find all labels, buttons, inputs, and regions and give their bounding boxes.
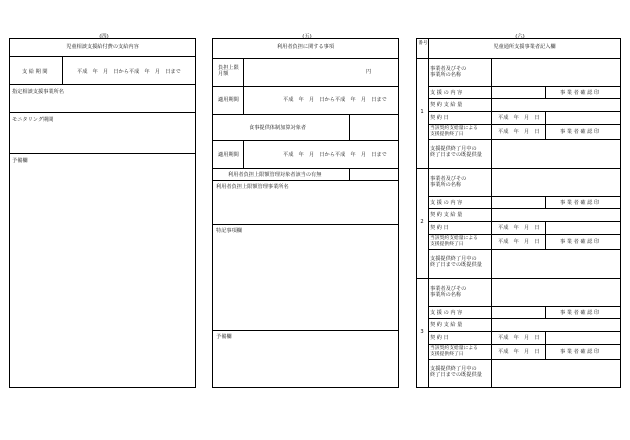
meal-label: 食事提供体制加算対象者 <box>249 125 307 131</box>
block-number: 1 <box>420 109 424 115</box>
burden-title: 利用者負担に関する事項 <box>276 44 335 50</box>
section-caption-left: (四) <box>99 34 109 40</box>
apply-period2-label: 適用期間 <box>218 152 239 158</box>
block-number: 3 <box>420 329 424 335</box>
remaining-label: 支援提供終了月中の 終了日までの既提供量 <box>430 256 482 269</box>
provider-name-label: 事業者及びその 事業所の名称 <box>430 286 467 299</box>
contract-date-value: 平成 年 月 日 <box>498 335 540 341</box>
limit-label: 負担上限 月額 <box>218 65 239 78</box>
end-date-label: 当該契約支給量による 支援提供終了日 <box>430 346 478 358</box>
contract-amount-label: 契約支給量 <box>430 322 464 328</box>
seal-label: 事業者確認印 <box>560 200 601 206</box>
seal-label: 事業者確認印 <box>560 310 601 316</box>
block-number: 2 <box>420 219 424 225</box>
benefit-title: 児童相談支援給付費の支給内容 <box>66 44 139 50</box>
office-label: 指定相談支援事業所名 <box>12 89 64 95</box>
monitoring-label: モニタリング期間 <box>12 117 54 123</box>
remaining-label: 支援提供終了月中の 終了日までの既提供量 <box>430 146 482 159</box>
middle-memo-label: 予備欄 <box>216 334 232 340</box>
apply-period-label: 適用期間 <box>218 97 239 103</box>
contract-date-label: 契約日 <box>430 225 451 231</box>
support-content-label: 支援の内容 <box>430 200 464 206</box>
seal-label: 事業者確認印 <box>560 239 601 245</box>
contract-date-value: 平成 年 月 日 <box>498 115 540 121</box>
support-content-label: 支援の内容 <box>430 310 464 316</box>
seal-label: 事業者確認印 <box>560 90 601 96</box>
end-date-label: 当該契約支給量による 支援提供終了日 <box>430 236 478 248</box>
contract-amount-label: 契約支給量 <box>430 212 464 218</box>
remaining-label: 支援提供終了月中の 終了日までの既提供量 <box>430 366 482 379</box>
provider-name-label: 事業者及びその 事業所の名称 <box>430 66 467 79</box>
period-value: 平成 年 月 日から平成 年 月 日まで <box>77 69 181 75</box>
provider-name-label: 事業者及びその 事業所の名称 <box>430 176 467 189</box>
burden-panel <box>212 38 399 388</box>
seal-label: 事業者確認印 <box>560 349 601 355</box>
order-label: 番号 <box>418 41 428 46</box>
section-caption-right: (六) <box>515 34 525 40</box>
provider-title: 児童通所支援事業者記入欄 <box>493 44 556 50</box>
end-date-value: 平成 年 月 日 <box>498 349 540 355</box>
mgmt-office-label: 利用者負担上限額管理事業所名 <box>216 184 289 190</box>
contract-date-label: 契約日 <box>430 115 451 121</box>
end-date-label: 当該契約支給量による 支援提供終了日 <box>430 126 478 138</box>
contract-amount-label: 契約支給量 <box>430 102 464 108</box>
apply-period2-value: 平成 年 月 日から平成 年 月 日まで <box>283 152 387 158</box>
contract-date-value: 平成 年 月 日 <box>498 225 540 231</box>
period-label: 支給期間 <box>22 69 50 75</box>
section-caption-middle: (五) <box>302 34 312 40</box>
notes-label: 特記事項欄 <box>216 228 242 234</box>
end-date-value: 平成 年 月 日 <box>498 239 540 245</box>
apply-period-value: 平成 年 月 日から平成 年 月 日まで <box>283 97 387 103</box>
mgmt-label: 利用者負担上限額管理対象者該当の有無 <box>228 172 322 178</box>
support-content-label: 支援の内容 <box>430 90 464 96</box>
limit-unit: 円 <box>366 69 372 75</box>
seal-label: 事業者確認印 <box>560 129 601 135</box>
memo-label: 予備欄 <box>12 158 28 164</box>
end-date-value: 平成 年 月 日 <box>498 129 540 135</box>
contract-date-label: 契約日 <box>430 335 451 341</box>
